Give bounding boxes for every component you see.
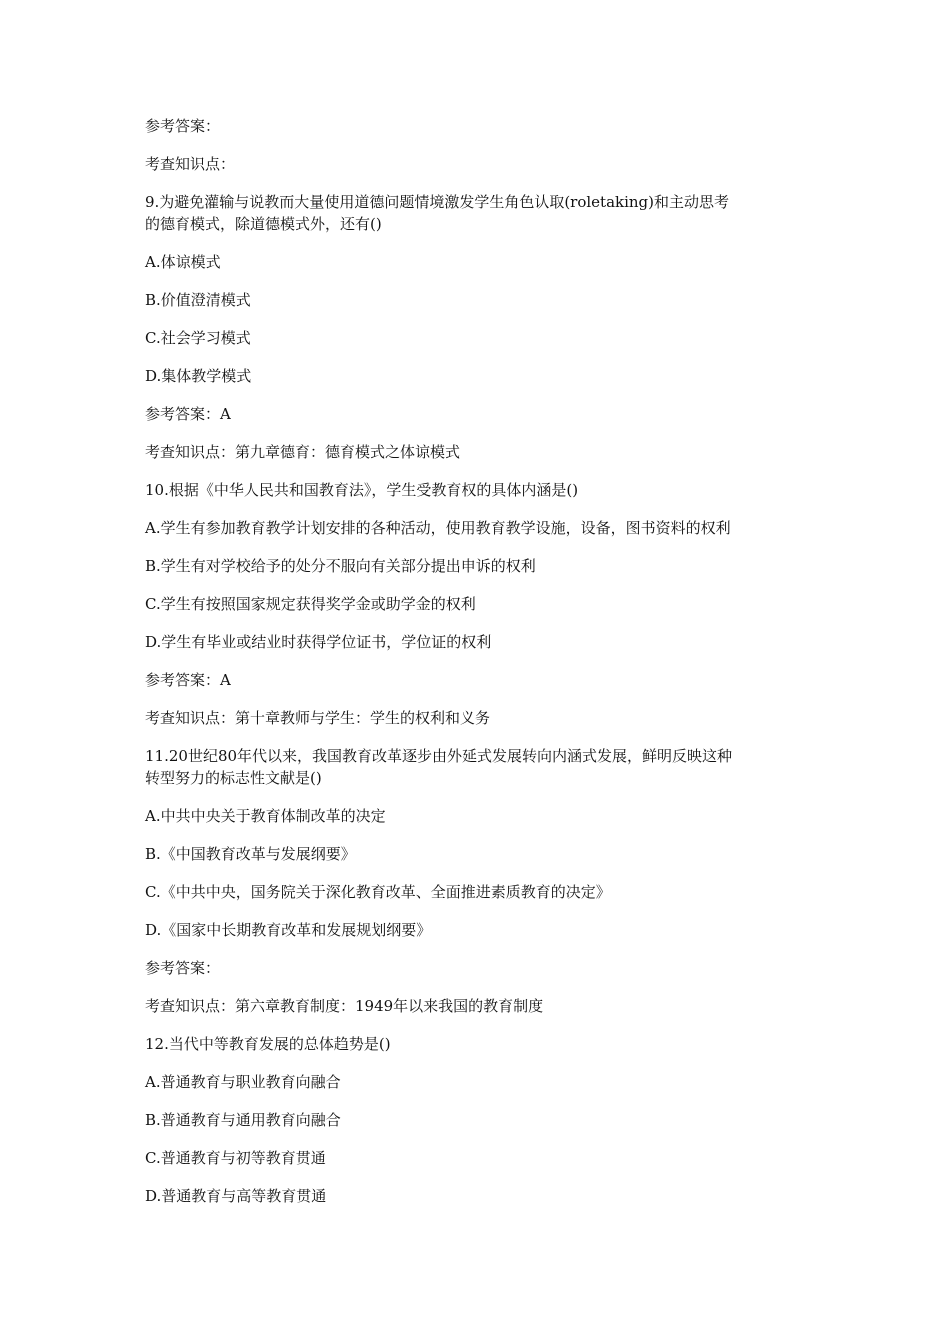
question-9-text-line-1: 9.为避免灌输与说教而大量使用道德问题情境激发学生角色认取(roletaking)和主动思考 (145, 193, 730, 211)
question-11-knowledge-point: 考查知识点：第六章教育制度：1949年以来我国的教育制度 (145, 997, 544, 1015)
question-9-option-c: C.社会学习模式 (145, 329, 251, 347)
question-10-answer: 参考答案：A (145, 671, 231, 689)
question-9-answer: 参考答案：A (145, 405, 231, 423)
question-9-option-d: D.集体教学模式 (145, 367, 252, 385)
question-10-text: 10.根据《中华人民共和国教育法》，学生受教育权的具体内涵是() (145, 481, 579, 499)
question-10-option-c: C.学生有按照国家规定获得奖学金或助学金的权利 (145, 595, 476, 613)
question-11-option-a: A.中共中央关于教育体制改革的决定 (145, 807, 386, 825)
question-11-text-line-1: 11.20世纪80年代以来，我国教育改革逐步由外延式发展转向内涵式发展，鲜明反映这种 (145, 747, 733, 765)
question-12-option-d: D.普通教育与高等教育贯通 (145, 1187, 327, 1205)
question-12-option-b: B.普通教育与通用教育向融合 (145, 1111, 341, 1129)
question-11-option-c: C.《中共中央，国务院关于深化教育改革、全面推进素质教育的决定》 (145, 883, 611, 901)
question-11-option-d: D.《国家中长期教育改革和发展规划纲要》 (145, 921, 432, 939)
question-9-option-b: B.价值澄清模式 (145, 291, 251, 309)
question-11-text-line-2: 转型努力的标志性文献是() (145, 769, 322, 787)
question-12-option-a: A.普通教育与职业教育向融合 (145, 1073, 341, 1091)
question-9-option-a: A.体谅模式 (145, 253, 221, 271)
question-11-answer: 参考答案： (145, 959, 221, 977)
question-10-knowledge-point: 考查知识点：第十章教师与学生：学生的权利和义务 (145, 709, 491, 727)
question-12-option-c: C.普通教育与初等教育贯通 (145, 1149, 326, 1167)
question-9-knowledge-point: 考查知识点：第九章德育：德育模式之体谅模式 (145, 443, 461, 461)
answer-label: 参考答案： (145, 117, 221, 135)
question-11-option-b: B.《中国教育改革与发展纲要》 (145, 845, 356, 863)
question-9-text-line-2: 的德育模式，除道德模式外，还有() (145, 215, 382, 233)
question-12-text: 12.当代中等教育发展的总体趋势是() (145, 1035, 391, 1053)
question-10-option-b: B.学生有对学校给予的处分不服向有关部分提出申诉的权利 (145, 557, 536, 575)
question-10-option-d: D.学生有毕业或结业时获得学位证书，学位证的权利 (145, 633, 492, 651)
question-10-option-a: A.学生有参加教育教学计划安排的各种活动，使用教育教学设施，设备，图书资料的权利 (145, 519, 731, 537)
knowledge-point-label: 考查知识点： (145, 155, 236, 173)
